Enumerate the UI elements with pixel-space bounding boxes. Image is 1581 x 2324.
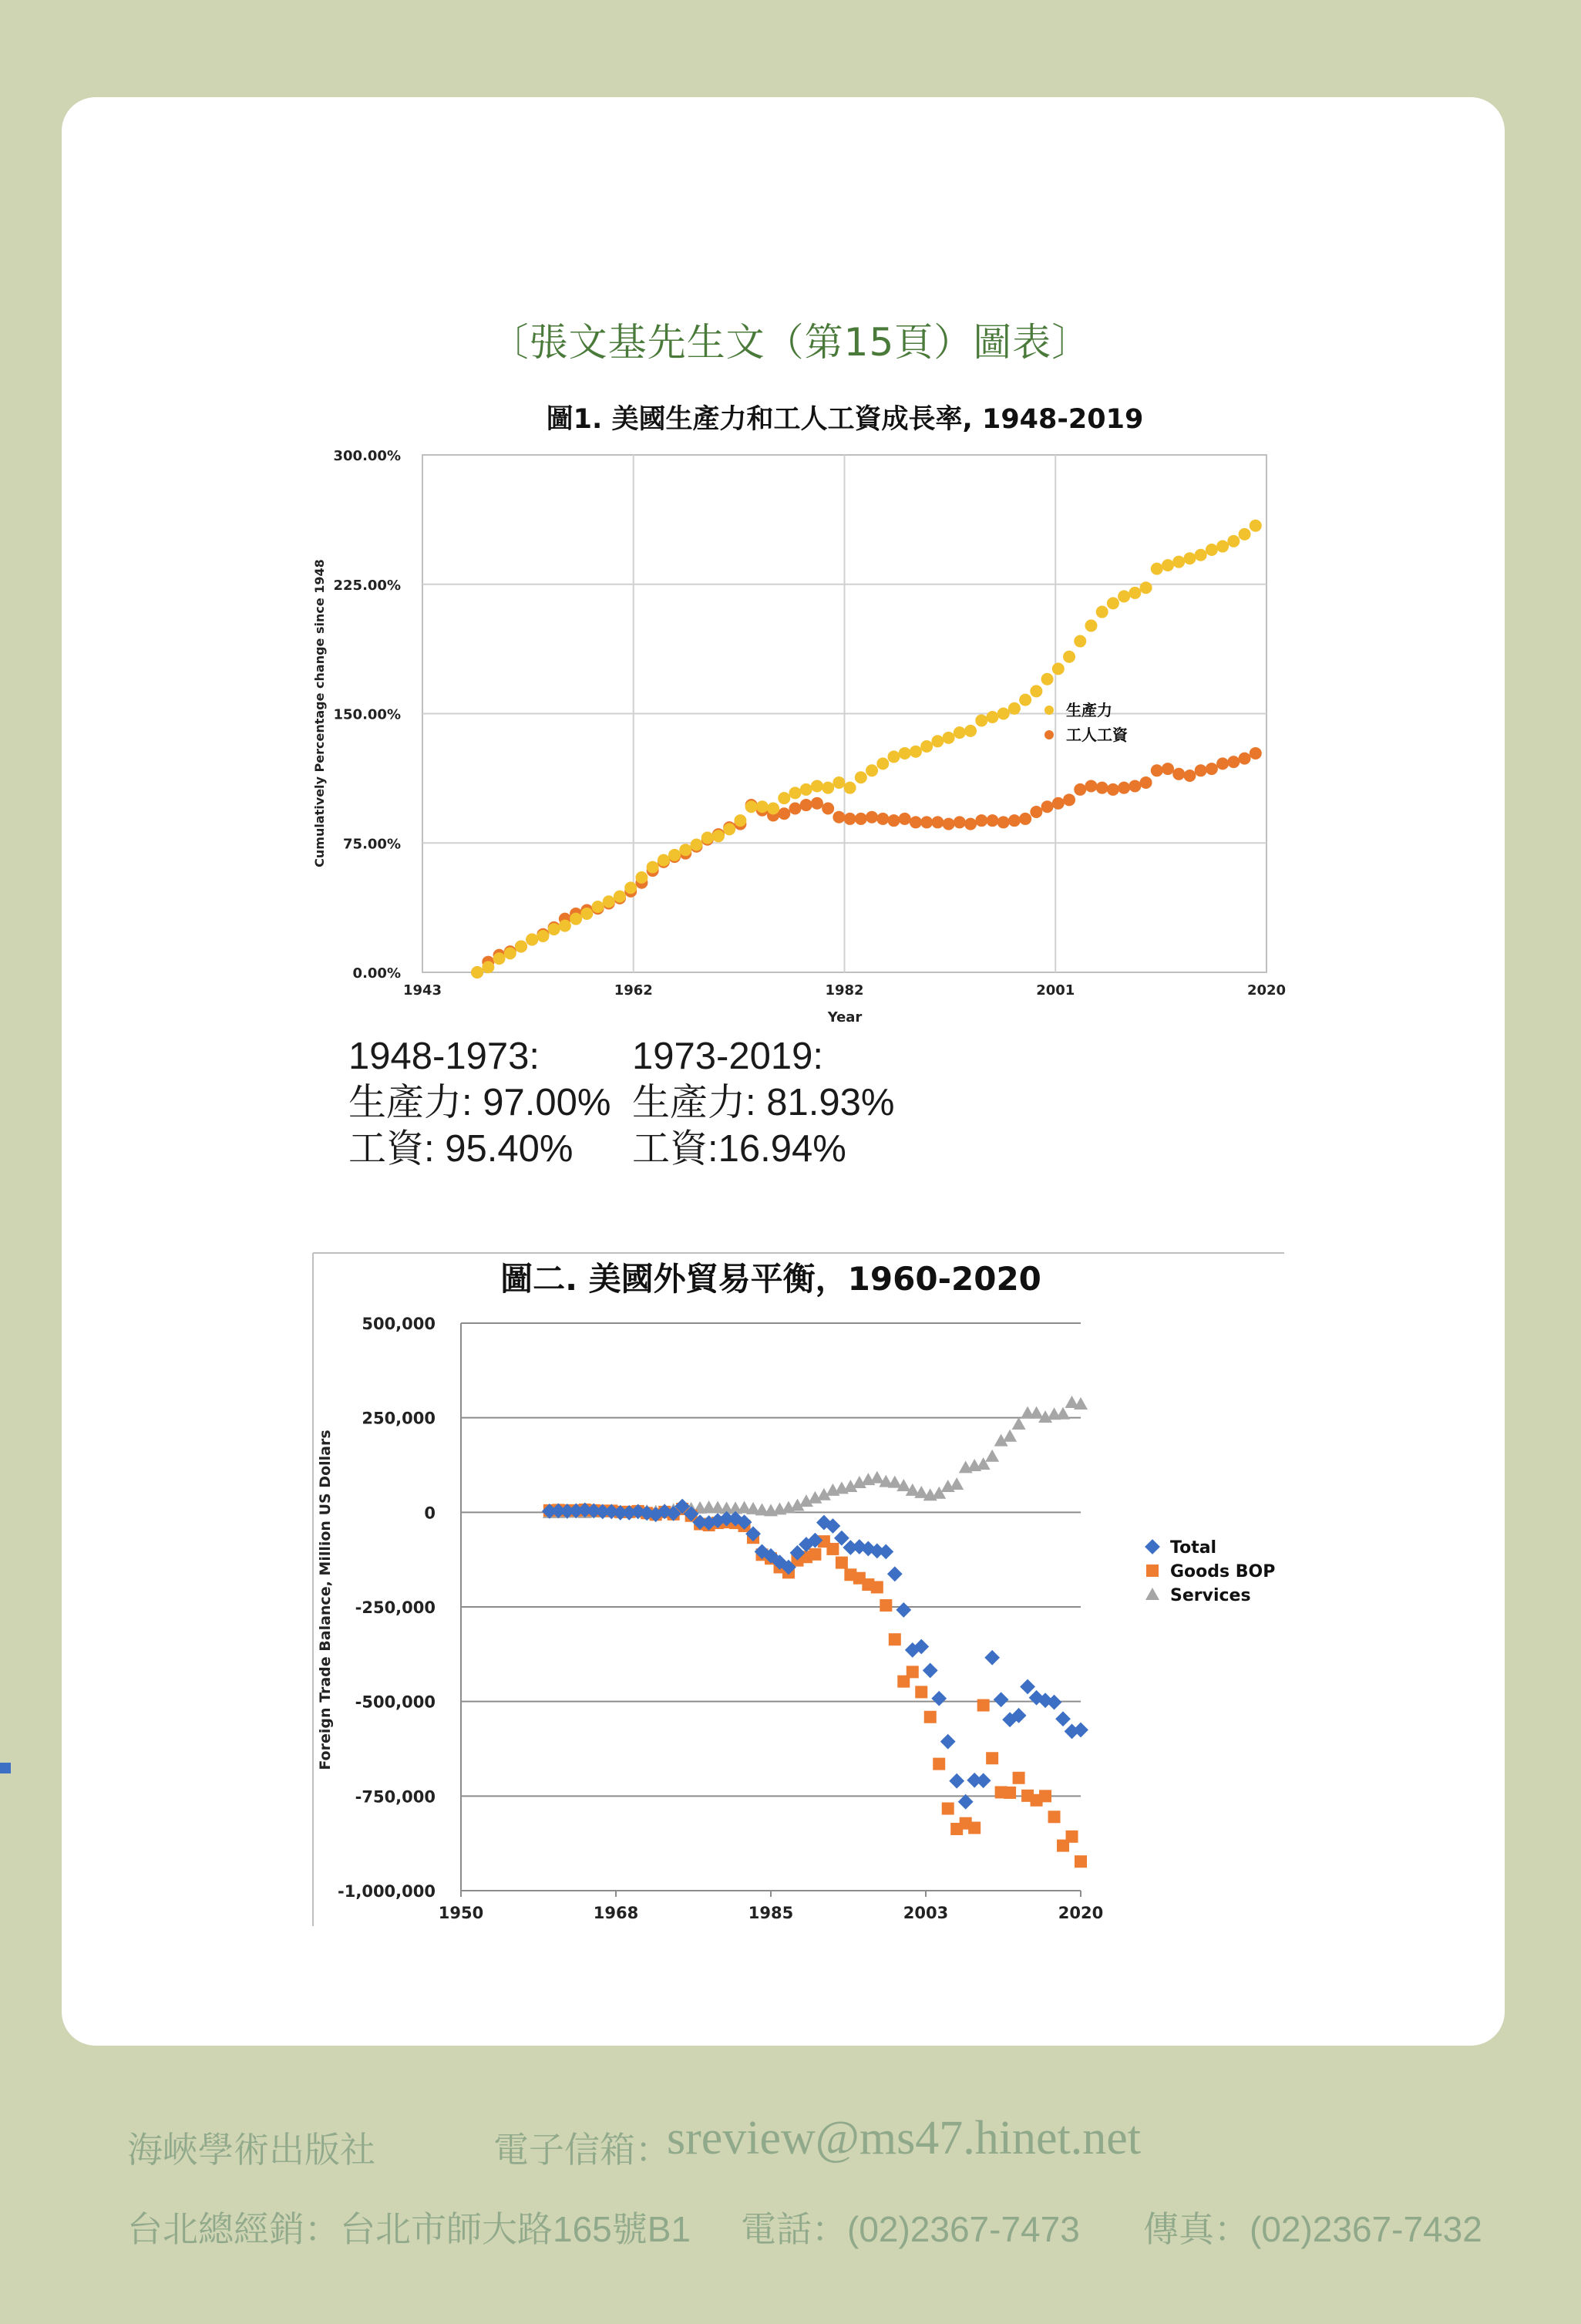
chart-title: 圖二. 美國外貿易平衡，1960-2020 xyxy=(500,1260,1041,1298)
summary-1973-2019 xyxy=(632,1033,894,1172)
point-wages xyxy=(778,807,790,820)
point-goods-bop xyxy=(836,1557,848,1569)
point-wages xyxy=(986,814,998,827)
legend-label: Total xyxy=(1170,1538,1217,1558)
point-productivity xyxy=(1052,662,1065,675)
point-productivity xyxy=(844,782,856,794)
point-total xyxy=(923,1663,938,1679)
point-productivity xyxy=(910,746,922,758)
footer-phone: 電話：(02)2367-7473 xyxy=(741,2209,1080,2249)
point-productivity xyxy=(822,782,834,794)
point-productivity xyxy=(1041,673,1054,685)
point-wages xyxy=(931,816,944,828)
point-wages xyxy=(1041,800,1054,813)
x-tick-label: 1985 xyxy=(748,1904,794,1922)
y-tick-label: -250,000 xyxy=(355,1598,436,1617)
point-productivity xyxy=(624,881,637,894)
y-tick-label: 300.00% xyxy=(333,448,401,464)
point-productivity xyxy=(833,776,845,789)
point-wages xyxy=(899,813,911,825)
point-productivity xyxy=(658,854,670,867)
point-productivity xyxy=(954,726,966,739)
point-wages xyxy=(964,818,977,830)
point-services xyxy=(888,1476,902,1488)
point-goods-bop xyxy=(933,1758,945,1770)
point-productivity xyxy=(1239,528,1251,541)
point-total xyxy=(887,1566,903,1581)
point-productivity xyxy=(537,930,549,942)
point-total xyxy=(896,1602,911,1618)
x-tick-label: 1968 xyxy=(593,1904,639,1922)
legend-marker xyxy=(1044,730,1054,739)
point-goods-bop xyxy=(942,1803,954,1815)
point-productivity xyxy=(1118,590,1130,602)
point-productivity xyxy=(756,800,769,813)
point-wages xyxy=(920,816,933,828)
point-goods-bop xyxy=(1048,1810,1061,1823)
point-wages xyxy=(789,803,802,815)
point-productivity xyxy=(1008,702,1021,715)
summary-productivity: 生產力: 97.00% xyxy=(348,1082,611,1123)
point-wages xyxy=(1052,797,1065,810)
point-productivity xyxy=(866,764,878,776)
point-productivity xyxy=(614,891,626,903)
point-productivity xyxy=(1227,535,1240,547)
point-total xyxy=(878,1544,893,1559)
point-services xyxy=(1003,1430,1017,1442)
point-goods-bop xyxy=(889,1633,901,1645)
point-services xyxy=(985,1450,999,1462)
point-productivity xyxy=(745,800,758,813)
point-wages xyxy=(855,813,867,825)
point-productivity xyxy=(482,961,494,973)
point-total xyxy=(949,1773,964,1789)
point-wages xyxy=(1206,763,1218,775)
point-productivity xyxy=(570,913,582,925)
point-productivity xyxy=(712,830,725,842)
point-wages xyxy=(1140,776,1152,789)
point-wages xyxy=(1172,768,1185,780)
x-tick-label: 1962 xyxy=(614,982,653,999)
page-caption: 〔張文基先生文（第15頁）圖表〕 xyxy=(489,320,1092,365)
point-wages xyxy=(1074,783,1086,796)
y-tick-label: 225.00% xyxy=(333,577,401,594)
point-goods-bop xyxy=(977,1699,990,1712)
point-productivity xyxy=(975,714,987,726)
point-productivity xyxy=(493,952,506,965)
point-wages xyxy=(1162,763,1174,775)
point-productivity xyxy=(1162,559,1174,571)
point-wages xyxy=(1129,780,1141,792)
point-goods-bop xyxy=(1075,1855,1087,1868)
point-wages xyxy=(844,813,856,825)
point-goods-bop xyxy=(924,1711,937,1723)
point-total xyxy=(984,1650,1000,1666)
point-wages xyxy=(1063,793,1075,806)
point-wages xyxy=(997,816,1010,828)
point-goods-bop xyxy=(1013,1772,1025,1784)
point-services xyxy=(950,1477,964,1490)
point-productivity xyxy=(876,757,889,770)
summary-productivity: 生產力: 81.93% xyxy=(632,1082,895,1123)
x-tick-label: 2001 xyxy=(1036,982,1075,999)
point-productivity xyxy=(1216,541,1229,553)
point-productivity xyxy=(800,783,812,796)
point-productivity xyxy=(1085,619,1097,632)
point-productivity xyxy=(1250,520,1262,532)
chart-title: 圖1. 美國生產力和工人工資成長率, 1948-2019 xyxy=(546,404,1144,435)
chart-trade-balance xyxy=(0,1241,1581,1928)
point-productivity xyxy=(986,711,998,723)
point-productivity xyxy=(778,792,790,804)
summary-wages: 工資:16.94% xyxy=(632,1128,846,1170)
y-tick-label: 0 xyxy=(424,1504,436,1523)
legend-marker xyxy=(1146,1564,1159,1577)
point-productivity xyxy=(668,849,681,861)
point-services xyxy=(1030,1406,1044,1419)
summary-wages: 工資: 95.40% xyxy=(348,1128,574,1170)
point-productivity xyxy=(559,920,571,932)
chart-productivity-wages xyxy=(0,386,1581,1026)
point-productivity xyxy=(1107,597,1119,609)
point-wages xyxy=(954,816,966,828)
point-productivity xyxy=(943,732,955,744)
legend-label: Services xyxy=(1170,1586,1251,1605)
point-goods-bop xyxy=(1004,1787,1016,1799)
point-services xyxy=(1012,1417,1026,1430)
point-wages xyxy=(975,814,987,827)
point-services xyxy=(870,1471,884,1484)
point-productivity xyxy=(504,947,516,959)
point-productivity xyxy=(723,823,735,835)
point-productivity xyxy=(734,814,746,827)
point-productivity xyxy=(997,708,1010,720)
x-tick-label: 1943 xyxy=(402,982,442,999)
point-productivity xyxy=(647,861,659,874)
point-productivity xyxy=(526,934,538,946)
y-axis-label: Cumulatively Percentage change since 1948 xyxy=(312,559,327,867)
point-goods-bop xyxy=(1039,1790,1051,1802)
point-productivity xyxy=(899,747,911,760)
point-wages xyxy=(1151,764,1163,776)
y-tick-label: -750,000 xyxy=(355,1787,436,1807)
legend-marker xyxy=(1145,1539,1160,1554)
point-wages xyxy=(811,797,823,810)
point-productivity xyxy=(1019,694,1031,706)
point-wages xyxy=(887,814,900,827)
y-axis-label: Foreign Trade Balance, Million US Dollars xyxy=(317,1430,334,1770)
point-productivity xyxy=(1195,549,1207,561)
summary-1948-1973 xyxy=(348,1033,611,1172)
point-productivity xyxy=(515,940,527,952)
point-productivity xyxy=(1206,544,1218,556)
y-tick-label: -1,000,000 xyxy=(338,1882,436,1901)
x-tick-label: 2003 xyxy=(903,1904,949,1922)
footer-email[interactable]: sreview@ms47.hinet.net xyxy=(667,2112,1141,2164)
point-productivity xyxy=(1151,563,1163,575)
point-wages xyxy=(1096,782,1108,794)
point-productivity xyxy=(580,908,593,920)
point-wages xyxy=(1216,757,1229,770)
point-wages xyxy=(833,811,845,824)
legend-label: Goods BOP xyxy=(1170,1562,1276,1581)
y-tick-label: 0.00% xyxy=(352,965,401,982)
point-productivity xyxy=(691,838,703,850)
point-goods-bop xyxy=(907,1666,919,1678)
point-productivity xyxy=(789,786,802,799)
point-total xyxy=(940,1734,956,1750)
point-goods-bop xyxy=(809,1548,821,1561)
point-total xyxy=(1020,1679,1035,1695)
x-tick-label: 2020 xyxy=(1246,982,1287,999)
x-axis-label: Year xyxy=(827,1009,863,1026)
point-wages xyxy=(910,816,922,828)
footer-fax: 傳真：(02)2367-7432 xyxy=(1143,2209,1482,2249)
legend-label: 工人工資 xyxy=(1066,726,1128,744)
point-productivity xyxy=(964,725,977,737)
point-total xyxy=(994,1692,1009,1707)
point-wages xyxy=(822,803,834,815)
point-productivity xyxy=(1096,606,1108,618)
point-wages xyxy=(1195,764,1207,776)
point-wages xyxy=(943,818,955,830)
y-tick-label: 150.00% xyxy=(333,706,401,723)
point-wages xyxy=(1085,780,1097,792)
point-goods-bop xyxy=(880,1599,892,1612)
point-wages xyxy=(1107,783,1119,796)
point-productivity xyxy=(887,750,900,763)
point-wages xyxy=(1008,814,1021,827)
point-total xyxy=(931,1691,947,1706)
y-tick-label: 250,000 xyxy=(362,1409,436,1428)
summary-period-label: 1973-2019: xyxy=(632,1036,823,1077)
x-tick-label: 1982 xyxy=(825,982,864,999)
legend-label: 生產力 xyxy=(1066,701,1112,719)
point-productivity xyxy=(920,740,933,753)
point-productivity xyxy=(679,844,691,856)
point-wages xyxy=(866,811,878,824)
y-tick-label: -500,000 xyxy=(355,1692,436,1712)
point-productivity xyxy=(635,871,648,884)
legend-marker xyxy=(1044,706,1054,715)
point-productivity xyxy=(1030,685,1042,697)
point-productivity xyxy=(592,901,604,913)
point-wages xyxy=(1250,747,1262,760)
point-productivity xyxy=(471,966,483,978)
point-goods-bop xyxy=(915,1686,927,1698)
point-wages xyxy=(876,813,889,825)
point-goods-bop xyxy=(968,1822,981,1834)
point-total xyxy=(0,1763,11,1773)
point-wages xyxy=(800,799,812,811)
point-productivity xyxy=(811,780,823,792)
point-productivity xyxy=(1063,651,1075,663)
x-tick-label: 2020 xyxy=(1058,1904,1104,1922)
legend-marker xyxy=(1145,1588,1159,1600)
point-goods-bop xyxy=(871,1581,883,1593)
y-tick-label: 75.00% xyxy=(343,836,401,853)
point-productivity xyxy=(767,803,779,815)
point-wages xyxy=(1030,806,1042,818)
point-wages xyxy=(1019,813,1031,825)
point-productivity xyxy=(931,735,944,747)
point-wages xyxy=(1183,770,1196,782)
point-productivity xyxy=(1140,581,1152,594)
point-goods-bop xyxy=(986,1752,998,1764)
point-total xyxy=(976,1773,991,1788)
footer-distributor-address: 台北總經銷：台北市師大路165號B1 xyxy=(127,2209,691,2249)
x-tick-label: 1950 xyxy=(438,1904,484,1922)
point-wages xyxy=(1118,782,1130,794)
point-productivity xyxy=(1172,556,1185,568)
point-productivity xyxy=(603,895,615,908)
point-productivity xyxy=(1183,552,1196,564)
point-productivity xyxy=(855,771,867,783)
footer-email-label: 電子信箱： xyxy=(493,2130,671,2170)
point-productivity xyxy=(548,923,560,935)
point-total xyxy=(1055,1711,1071,1726)
y-tick-label: 500,000 xyxy=(362,1315,436,1333)
point-wages xyxy=(1239,753,1251,765)
summary-period-label: 1948-1973: xyxy=(348,1036,540,1077)
point-wages xyxy=(1227,756,1240,768)
footer-publisher: 海峽學術出版社 xyxy=(127,2130,375,2170)
point-goods-bop xyxy=(1066,1831,1078,1843)
point-services xyxy=(1056,1407,1070,1420)
point-productivity xyxy=(1074,635,1086,648)
point-productivity xyxy=(701,832,714,844)
point-goods-bop xyxy=(826,1543,839,1555)
point-productivity xyxy=(1129,587,1141,599)
